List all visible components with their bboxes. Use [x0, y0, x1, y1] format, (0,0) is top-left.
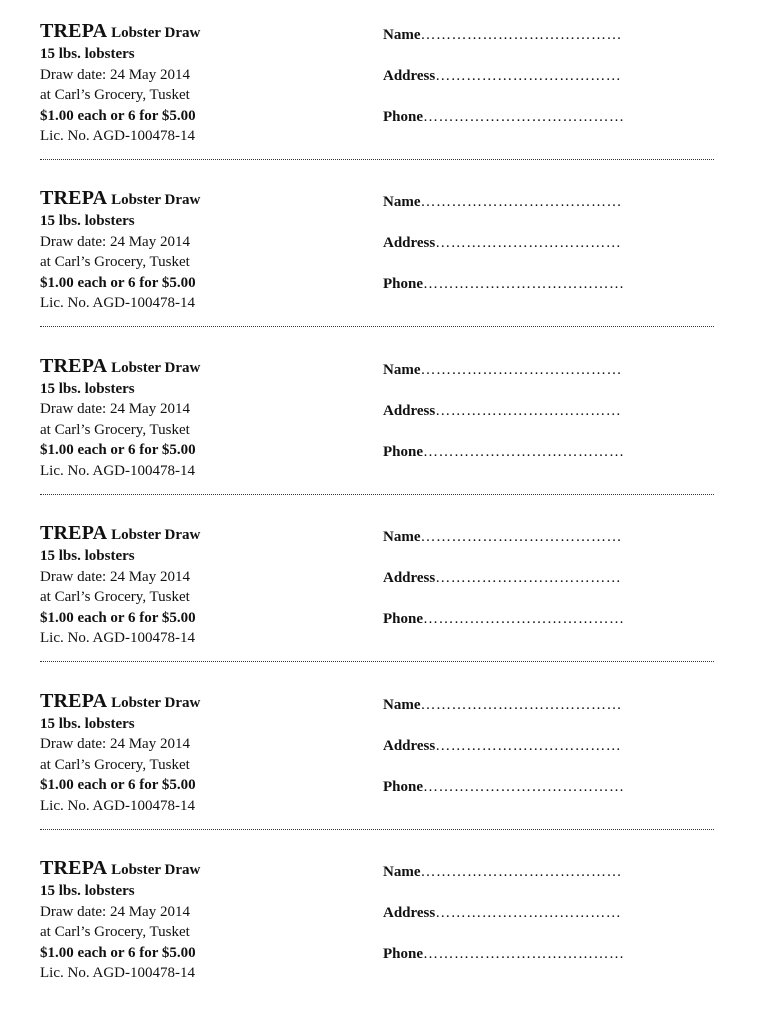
address-label: Address: [383, 737, 436, 754]
license-text: Lic. No. AGD-100478-14: [40, 630, 195, 647]
ticket: [0, 20, 759, 170]
phone-dots: …………………………………: [423, 778, 625, 795]
event-name: Lobster Draw: [111, 359, 201, 376]
address-dots: ………………………………: [435, 402, 622, 419]
cut-line: [40, 326, 714, 327]
location-text: at Carl’s Grocery, Tusket: [40, 756, 190, 773]
name-dots: …………………………………: [420, 696, 622, 713]
license-text: Lic. No. AGD-100478-14: [40, 462, 195, 479]
phone-label: Phone: [383, 778, 424, 795]
name-dots: …………………………………: [420, 864, 622, 880]
address-dots: ………………………………: [435, 570, 622, 587]
location-text: at Carl’s Grocery, Tusket: [40, 589, 190, 606]
draw-date-text: Draw date: 24 May 2014: [40, 903, 190, 920]
address-dots: ………………………………: [435, 68, 622, 84]
ticket-title: [40, 522, 360, 546]
address-dots: ………………………………: [435, 905, 622, 921]
name-label: Name: [383, 361, 421, 378]
address-field[interactable]: [383, 67, 621, 85]
phone-field[interactable]: [383, 778, 625, 796]
phone-field[interactable]: [383, 108, 625, 126]
ticket-title: [40, 187, 360, 211]
ticket: [0, 187, 759, 337]
event-name: Lobster Draw: [111, 862, 201, 878]
address-dots: ………………………………: [435, 235, 622, 252]
phone-dots: …………………………………: [423, 276, 625, 293]
price-text: $1.00 each or 6 for $5.00: [40, 442, 196, 459]
phone-field[interactable]: [383, 945, 625, 963]
name-label: Name: [383, 529, 421, 546]
address-label: Address: [383, 235, 436, 252]
ticket: [0, 355, 759, 505]
address-label: Address: [383, 402, 436, 419]
name-field[interactable]: [383, 361, 622, 379]
address-field[interactable]: [383, 234, 621, 252]
prize-text: 15 lbs. lobsters: [40, 715, 135, 732]
phone-field[interactable]: [383, 275, 625, 293]
phone-label: Phone: [383, 946, 424, 962]
price-text: $1.00 each or 6 for $5.00: [40, 777, 196, 794]
org-name: TREPA: [40, 857, 108, 879]
ticket-title: [40, 20, 360, 44]
name-field[interactable]: [383, 528, 622, 546]
name-dots: …………………………………: [420, 194, 622, 211]
name-field[interactable]: [383, 193, 622, 211]
draw-date-text: Draw date: 24 May 2014: [40, 401, 190, 418]
ticket: [0, 522, 759, 672]
price-text: $1.00 each or 6 for $5.00: [40, 609, 196, 626]
name-label: Name: [383, 864, 421, 880]
name-label: Name: [383, 194, 421, 211]
prize-text: 15 lbs. lobsters: [40, 46, 135, 62]
license-text: Lic. No. AGD-100478-14: [40, 797, 195, 814]
name-field[interactable]: [383, 863, 622, 881]
name-label: Name: [383, 696, 421, 713]
ticket-title: [40, 355, 360, 379]
draw-date-text: Draw date: 24 May 2014: [40, 66, 190, 83]
location-text: at Carl’s Grocery, Tusket: [40, 87, 190, 103]
phone-label: Phone: [383, 109, 424, 125]
name-dots: …………………………………: [420, 27, 622, 43]
cut-line: [40, 829, 714, 830]
prize-text: 15 lbs. lobsters: [40, 380, 135, 397]
phone-dots: …………………………………: [423, 443, 625, 460]
ticket-info: [40, 187, 360, 314]
address-field[interactable]: [383, 904, 621, 922]
address-dots: ………………………………: [435, 737, 622, 754]
phone-field[interactable]: [383, 443, 625, 461]
cut-line: [40, 159, 714, 160]
phone-field[interactable]: [383, 610, 625, 628]
address-field[interactable]: [383, 569, 621, 587]
phone-dots: …………………………………: [423, 109, 625, 125]
cut-line: [40, 494, 714, 495]
name-field[interactable]: [383, 696, 622, 714]
org-name: TREPA: [40, 187, 108, 210]
cut-line: [40, 661, 714, 662]
ticket-title: [40, 690, 360, 714]
name-field[interactable]: [383, 26, 622, 44]
license-text: Lic. No. AGD-100478-14: [40, 128, 195, 144]
price-text: $1.00 each or 6 for $5.00: [40, 107, 196, 124]
ticket: [0, 857, 759, 1007]
ticket: [0, 690, 759, 840]
address-label: Address: [383, 68, 436, 84]
draw-date-text: Draw date: 24 May 2014: [40, 233, 190, 250]
address-field[interactable]: [383, 402, 621, 420]
name-dots: …………………………………: [420, 529, 622, 546]
ticket-title: [40, 857, 360, 881]
ticket-info: [40, 857, 360, 984]
address-label: Address: [383, 905, 436, 921]
ticket-info: [40, 690, 360, 817]
phone-dots: …………………………………: [423, 611, 625, 628]
name-dots: …………………………………: [420, 361, 622, 378]
address-label: Address: [383, 570, 436, 587]
prize-text: 15 lbs. lobsters: [40, 213, 135, 230]
draw-date-text: Draw date: 24 May 2014: [40, 568, 190, 585]
org-name: TREPA: [40, 689, 108, 712]
ticket-info: [40, 20, 360, 147]
org-name: TREPA: [40, 354, 108, 377]
name-label: Name: [383, 27, 421, 43]
phone-label: Phone: [383, 276, 424, 293]
event-name: Lobster Draw: [111, 25, 201, 41]
phone-dots: …………………………………: [423, 946, 625, 962]
draw-date-text: Draw date: 24 May 2014: [40, 736, 190, 753]
price-text: $1.00 each or 6 for $5.00: [40, 274, 196, 291]
phone-label: Phone: [383, 443, 424, 460]
address-field[interactable]: [383, 737, 621, 755]
event-name: Lobster Draw: [111, 527, 201, 544]
license-text: Lic. No. AGD-100478-14: [40, 965, 195, 981]
prize-text: 15 lbs. lobsters: [40, 548, 135, 565]
ticket-info: [40, 522, 360, 649]
prize-text: 15 lbs. lobsters: [40, 883, 135, 899]
license-text: Lic. No. AGD-100478-14: [40, 295, 195, 312]
event-name: Lobster Draw: [111, 694, 201, 711]
location-text: at Carl’s Grocery, Tusket: [40, 421, 190, 438]
location-text: at Carl’s Grocery, Tusket: [40, 254, 190, 271]
org-name: TREPA: [40, 20, 108, 42]
ticket-info: [40, 355, 360, 482]
org-name: TREPA: [40, 522, 108, 545]
event-name: Lobster Draw: [111, 192, 201, 209]
phone-label: Phone: [383, 611, 424, 628]
location-text: at Carl’s Grocery, Tusket: [40, 924, 190, 940]
price-text: $1.00 each or 6 for $5.00: [40, 944, 196, 961]
